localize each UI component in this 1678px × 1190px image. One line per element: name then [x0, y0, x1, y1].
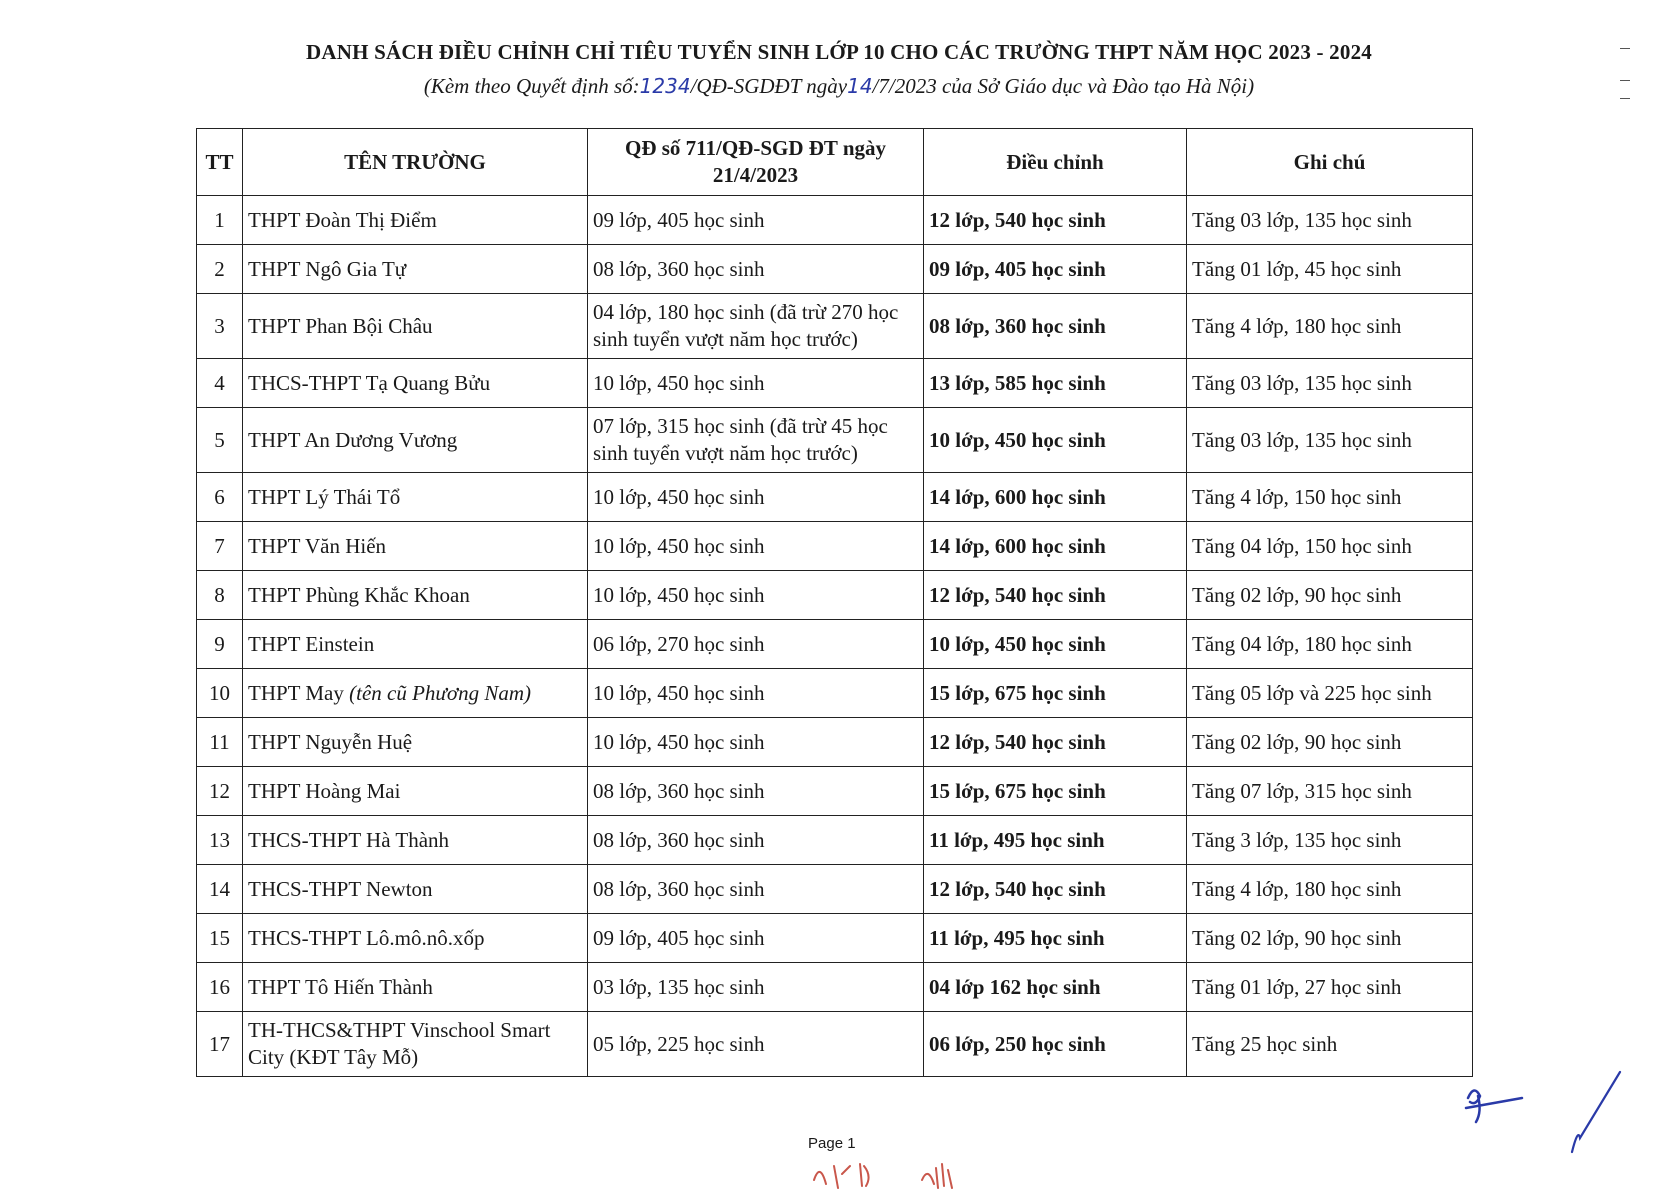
quota-note: Tăng 02 lớp, 90 học sinh: [1187, 571, 1473, 620]
original-quota: 07 lớp, 315 học sinh (đã trừ 45 học sinh tuyển vượt năm học trước): [588, 408, 924, 473]
quota-note: Tăng 02 lớp, 90 học sinh: [1187, 718, 1473, 767]
row-number: 1: [197, 196, 243, 245]
header-original-quota: QĐ số 711/QĐ-SGD ĐT ngày 21/4/2023: [588, 129, 924, 196]
school-name: THCS-THPT Tạ Quang Bửu: [243, 359, 588, 408]
handwritten-signature-stroke: [1568, 1068, 1628, 1158]
enrollment-quota-table: [196, 128, 1473, 1077]
row-number: 12: [197, 767, 243, 816]
page-number-label: Page 1: [808, 1135, 856, 1152]
quota-note: Tăng 03 lớp, 135 học sinh: [1187, 408, 1473, 473]
adjusted-quota: 13 lớp, 585 học sinh: [924, 359, 1187, 408]
adjusted-quota: 14 lớp, 600 học sinh: [924, 522, 1187, 571]
table-row: [197, 359, 1473, 408]
quota-note: Tăng 04 lớp, 150 học sinh: [1187, 522, 1473, 571]
quota-note: Tăng 02 lớp, 90 học sinh: [1187, 914, 1473, 963]
adjusted-quota: 12 lớp, 540 học sinh: [924, 196, 1187, 245]
original-quota: 10 lớp, 450 học sinh: [588, 359, 924, 408]
adjusted-quota: 09 lớp, 405 học sinh: [924, 245, 1187, 294]
school-name: THPT Tô Hiến Thành: [243, 963, 588, 1012]
original-quota: 06 lớp, 270 học sinh: [588, 620, 924, 669]
adjusted-quota: 12 lớp, 540 học sinh: [924, 571, 1187, 620]
school-name: THCS-THPT Lô.mô.nô.xốp: [243, 914, 588, 963]
row-number: 16: [197, 963, 243, 1012]
header-note: Ghi chú: [1187, 129, 1473, 196]
row-number: 9: [197, 620, 243, 669]
table-row: [197, 914, 1473, 963]
original-quota: 10 lớp, 450 học sinh: [588, 522, 924, 571]
handwritten-decision-day: 14: [847, 74, 873, 98]
school-name-text: THPT May: [248, 680, 344, 705]
row-number: 3: [197, 294, 243, 359]
quota-note: Tăng 07 lớp, 315 học sinh: [1187, 767, 1473, 816]
original-quota: 10 lớp, 450 học sinh: [588, 669, 924, 718]
subtitle-prefix: (Kèm theo Quyết định số:: [423, 74, 640, 98]
table-header-row: [197, 129, 1473, 196]
row-number: 14: [197, 865, 243, 914]
table-row: [197, 473, 1473, 522]
quota-note: Tăng 3 lớp, 135 học sinh: [1187, 816, 1473, 865]
school-name: THPT Đoàn Thị Điểm: [243, 196, 588, 245]
header-school-name: TÊN TRƯỜNG: [243, 129, 588, 196]
school-name: THPT Phùng Khắc Khoan: [243, 571, 588, 620]
adjusted-quota: 14 lớp, 600 học sinh: [924, 473, 1187, 522]
school-name: THPT Lý Thái Tổ: [243, 473, 588, 522]
quota-note: Tăng 25 học sinh: [1187, 1012, 1473, 1077]
quota-note: Tăng 03 lớp, 135 học sinh: [1187, 359, 1473, 408]
adjusted-quota: 04 lớp 162 học sinh: [924, 963, 1187, 1012]
original-quota: 09 lớp, 405 học sinh: [588, 914, 924, 963]
school-name: TH-THCS&THPT Vinschool Smart City (KĐT Tây Mỗ): [243, 1012, 588, 1077]
header-adjusted-quota: Điều chỉnh: [924, 129, 1187, 196]
original-quota: 08 lớp, 360 học sinh: [588, 245, 924, 294]
adjusted-quota: 12 lớp, 540 học sinh: [924, 865, 1187, 914]
quota-note: Tăng 4 lớp, 180 học sinh: [1187, 294, 1473, 359]
quota-note: Tăng 01 lớp, 27 học sinh: [1187, 963, 1473, 1012]
row-number: 13: [197, 816, 243, 865]
school-name: THPT Einstein: [243, 620, 588, 669]
adjusted-quota: 06 lớp, 250 học sinh: [924, 1012, 1187, 1077]
school-name: THPT Phan Bội Châu: [243, 294, 588, 359]
adjusted-quota: 11 lớp, 495 học sinh: [924, 816, 1187, 865]
original-quota: 10 lớp, 450 học sinh: [588, 571, 924, 620]
school-name: [243, 669, 588, 718]
red-seal-stamp-fragment: [812, 1160, 1012, 1190]
school-name: THCS-THPT Newton: [243, 865, 588, 914]
adjusted-quota: 12 lớp, 540 học sinh: [924, 718, 1187, 767]
original-quota: 08 lớp, 360 học sinh: [588, 816, 924, 865]
school-name: THPT Nguyễn Huệ: [243, 718, 588, 767]
adjusted-quota: 11 lớp, 495 học sinh: [924, 914, 1187, 963]
table-row: [197, 865, 1473, 914]
original-quota: 09 lớp, 405 học sinh: [588, 196, 924, 245]
quota-note: Tăng 05 lớp và 225 học sinh: [1187, 669, 1473, 718]
original-quota: 08 lớp, 360 học sinh: [588, 767, 924, 816]
document-subtitle: [0, 74, 1678, 99]
handwritten-decision-number: 1234: [639, 74, 691, 98]
row-number: 17: [197, 1012, 243, 1077]
adjusted-quota: 08 lớp, 360 học sinh: [924, 294, 1187, 359]
row-number: 8: [197, 571, 243, 620]
adjusted-quota: 15 lớp, 675 học sinh: [924, 669, 1187, 718]
original-quota: 04 lớp, 180 học sinh (đã trừ 270 học sinh tuyển vượt năm học trước): [588, 294, 924, 359]
table-row: [197, 408, 1473, 473]
table-row: [197, 1012, 1473, 1077]
original-quota: 03 lớp, 135 học sinh: [588, 963, 924, 1012]
table-row: [197, 245, 1473, 294]
row-number: 15: [197, 914, 243, 963]
table-row: [197, 816, 1473, 865]
row-number: 2: [197, 245, 243, 294]
adjusted-quota: 15 lớp, 675 học sinh: [924, 767, 1187, 816]
original-quota: 05 lớp, 225 học sinh: [588, 1012, 924, 1077]
table-row: [197, 718, 1473, 767]
quota-note: Tăng 04 lớp, 180 học sinh: [1187, 620, 1473, 669]
row-number: 5: [197, 408, 243, 473]
table-row: [197, 571, 1473, 620]
row-number: 10: [197, 669, 243, 718]
row-number: 11: [197, 718, 243, 767]
table-row: [197, 669, 1473, 718]
adjusted-quota: 10 lớp, 450 học sinh: [924, 408, 1187, 473]
table-row: [197, 767, 1473, 816]
row-number: 4: [197, 359, 243, 408]
row-number: 7: [197, 522, 243, 571]
school-name: THCS-THPT Hà Thành: [243, 816, 588, 865]
quota-note: Tăng 01 lớp, 45 học sinh: [1187, 245, 1473, 294]
original-quota: 10 lớp, 450 học sinh: [588, 718, 924, 767]
original-quota: 08 lớp, 360 học sinh: [588, 865, 924, 914]
handwritten-initial-mark: [1460, 1078, 1530, 1128]
table-row: [197, 620, 1473, 669]
subtitle-middle: /QĐ-SGDĐT ngày: [690, 74, 848, 98]
table-row: [197, 196, 1473, 245]
original-quota: 10 lớp, 450 học sinh: [588, 473, 924, 522]
scan-edge-mark: [1620, 80, 1630, 81]
document-title: DANH SÁCH ĐIỀU CHỈNH CHỈ TIÊU TUYỂN SINH LỚP 10 CHO CÁC TRƯỜNG THPT NĂM HỌC 2023 - 2024: [306, 40, 1372, 64]
row-number: 6: [197, 473, 243, 522]
scan-edge-mark: [1620, 98, 1630, 99]
school-name: THPT Ngô Gia Tự: [243, 245, 588, 294]
scan-edge-mark: [1620, 48, 1630, 49]
table-row: [197, 294, 1473, 359]
subtitle-suffix: /7/2023 của Sở Giáo dục và Đào tạo Hà Nội): [872, 74, 1255, 98]
header-tt: TT: [197, 129, 243, 196]
school-name: THPT An Dương Vương: [243, 408, 588, 473]
school-name: THPT Văn Hiến: [243, 522, 588, 571]
quota-note: Tăng 4 lớp, 180 học sinh: [1187, 865, 1473, 914]
school-name: THPT Hoàng Mai: [243, 767, 588, 816]
school-former-name: (tên cũ Phương Nam): [349, 680, 531, 705]
quota-note: Tăng 03 lớp, 135 học sinh: [1187, 196, 1473, 245]
adjusted-quota: 10 lớp, 450 học sinh: [924, 620, 1187, 669]
table-row: [197, 522, 1473, 571]
quota-note: Tăng 4 lớp, 150 học sinh: [1187, 473, 1473, 522]
table-row: [197, 963, 1473, 1012]
